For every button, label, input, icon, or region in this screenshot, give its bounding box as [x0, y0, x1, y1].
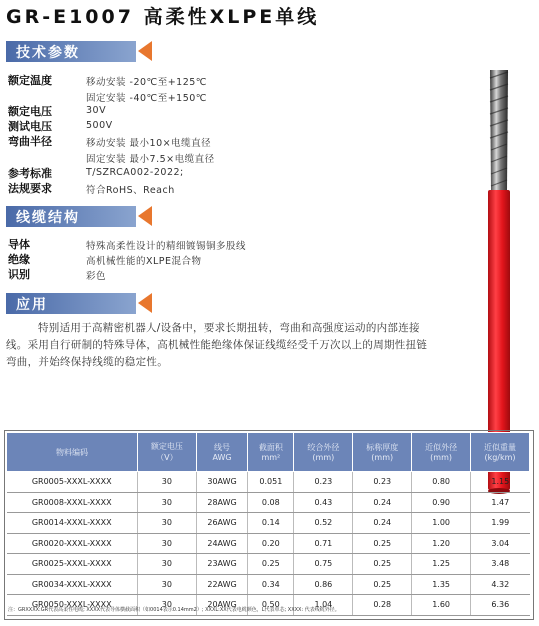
param-label-regulation: 法规要求 — [8, 182, 52, 195]
table-cell: GR0014-XXXL-XXXX — [7, 513, 138, 534]
table-cell: 0.23 — [294, 472, 353, 493]
structure-value-conductor: 特殊高柔性设计的精细镀锡铜多股线 — [86, 241, 247, 252]
table-row — [7, 574, 530, 595]
section-header-structure — [6, 206, 156, 227]
table-cell: 0.14 — [248, 513, 294, 534]
chevron-icon — [138, 293, 152, 313]
table-cell: GR0020-XXXL-XXXX — [7, 533, 138, 554]
structure-value-insulation: 高机械性能的XLPE混合物 — [86, 256, 202, 267]
table-cell: 22AWG — [196, 574, 247, 595]
table-cell: 0.86 — [294, 574, 353, 595]
table-cell: 4.32 — [471, 574, 530, 595]
structure-value-id: 彩色 — [86, 271, 107, 282]
structure-label-conductor: 导体 — [8, 238, 30, 251]
param-value-voltage: 30V — [86, 105, 107, 116]
table-cell: 20AWG — [196, 595, 247, 616]
section-header-app — [6, 293, 156, 314]
section-title-tech: 技术参数 — [16, 45, 80, 61]
table-row — [7, 533, 530, 554]
table-cell: 0.051 — [248, 472, 294, 493]
param-value-standard: T/SZRCA002-2022; — [86, 167, 184, 178]
table-cell: 26AWG — [196, 513, 247, 534]
table-cell: 0.25 — [353, 574, 412, 595]
chevron-icon — [138, 206, 152, 226]
table-cell: 3.48 — [471, 554, 530, 575]
table-cell: 0.80 — [412, 472, 471, 493]
table-cell: 30 — [137, 472, 196, 493]
table-header-0: 物料编码 — [7, 433, 138, 472]
table-header-3: 截面积 mm² — [248, 433, 294, 472]
table-cell: 1.15 — [471, 472, 530, 493]
table-cell: 0.28 — [353, 595, 412, 616]
table-cell: 0.50 — [248, 595, 294, 616]
table-cell: 1.25 — [412, 554, 471, 575]
table-cell: GR0034-XXXL-XXXX — [7, 574, 138, 595]
table-header-6: 近似外径 (mm) — [412, 433, 471, 472]
table-cell: 1.35 — [412, 574, 471, 595]
table-header-5: 标称厚度 (mm) — [353, 433, 412, 472]
table-cell: 0.08 — [248, 492, 294, 513]
table-cell: GR0005-XXXL-XXXX — [7, 472, 138, 493]
table-row — [7, 472, 530, 493]
table-cell: 0.43 — [294, 492, 353, 513]
table-header-7: 近似重量 (kg/km) — [471, 433, 530, 472]
table-cell: 30AWG — [196, 472, 247, 493]
param-label-voltage: 额定电压 — [8, 105, 52, 118]
table-cell: 30 — [137, 595, 196, 616]
param-value-bend-1: 移动安装 最小10×电缆直径 — [86, 138, 212, 149]
chevron-icon — [138, 41, 152, 61]
table-row — [7, 513, 530, 534]
table-cell: 0.20 — [248, 533, 294, 554]
table-header-4: 绞合外径 (mm) — [294, 433, 353, 472]
table-cell: 1.20 — [412, 533, 471, 554]
table-cell: 24AWG — [196, 533, 247, 554]
section-title-structure: 线缆结构 — [16, 210, 80, 226]
param-value-temp-1: 移动安装 -20℃至+125℃ — [86, 77, 207, 88]
table-cell: 30 — [137, 574, 196, 595]
table-cell: 1.47 — [471, 492, 530, 513]
table-cell: 6.36 — [471, 595, 530, 616]
param-label-test-voltage: 测试电压 — [8, 120, 52, 133]
table-cell: 1.99 — [471, 513, 530, 534]
table-cell: 28AWG — [196, 492, 247, 513]
param-label-bend: 弯曲半径 — [8, 135, 52, 148]
table-header-1: 额定电压 （V） — [137, 433, 196, 472]
table-cell: 0.25 — [248, 554, 294, 575]
page-title: GR-E1007 高柔性XLPE单线 — [6, 6, 320, 28]
table-cell: GR0008-XXXL-XXXX — [7, 492, 138, 513]
table-cell: 0.25 — [353, 533, 412, 554]
section-header-tech — [6, 41, 156, 62]
application-text: 特别适用于高精密机器人/设备中，要求长期扭转，弯曲和高强度运动的内部连接线。采用自行研制的特殊导体，高机械性能绝缘体保证线缆经受千万次以上的周期性扭链弯曲，并始终保持线缆的稳定性。 — [6, 322, 428, 368]
table-cell: 0.24 — [353, 513, 412, 534]
table-cell: 0.34 — [248, 574, 294, 595]
table-header-2: 线号 AWG — [196, 433, 247, 472]
param-value-temp-2: 固定安装 -40℃至+150℃ — [86, 93, 207, 104]
table-footnote: 注：GRXXXX:GR代表高柔性电缆; XXXX代表导体横截面积（如0014表示0.14mm2）; XXXL:XX代表电缆颜色，L代表单芯; XXXX: 代表线缆外径。 — [8, 607, 340, 613]
table-cell: GR0050-XXXL-XXXX — [7, 595, 138, 616]
param-value-test-voltage: 500V — [86, 120, 113, 131]
param-value-regulation: 符合RoHS、Reach — [86, 185, 175, 196]
spec-table — [6, 432, 530, 616]
structure-label-insulation: 绝缘 — [8, 253, 30, 266]
structure-label-id: 识别 — [8, 268, 30, 281]
table-cell: 30 — [137, 554, 196, 575]
table-cell: 0.24 — [353, 492, 412, 513]
table-cell: 0.75 — [294, 554, 353, 575]
table-cell: 1.04 — [294, 595, 353, 616]
section-title-app: 应用 — [16, 297, 48, 313]
table-cell: 30 — [137, 533, 196, 554]
table-cell: 23AWG — [196, 554, 247, 575]
table-cell: 0.90 — [412, 492, 471, 513]
table-row — [7, 492, 530, 513]
param-label-standard: 参考标准 — [8, 167, 52, 180]
table-cell: 30 — [137, 492, 196, 513]
table-cell: GR0025-XXXL-XXXX — [7, 554, 138, 575]
param-value-bend-2: 固定安装 最小7.5×电缆直径 — [86, 154, 215, 165]
table-cell: 1.00 — [412, 513, 471, 534]
table-cell: 1.60 — [412, 595, 471, 616]
table-cell: 0.25 — [353, 554, 412, 575]
table-cell: 0.23 — [353, 472, 412, 493]
table-row — [7, 554, 530, 575]
table-cell: 0.52 — [294, 513, 353, 534]
table-cell: 30 — [137, 513, 196, 534]
table-cell: 3.04 — [471, 533, 530, 554]
param-label-temp: 额定温度 — [8, 74, 52, 87]
table-cell: 0.71 — [294, 533, 353, 554]
